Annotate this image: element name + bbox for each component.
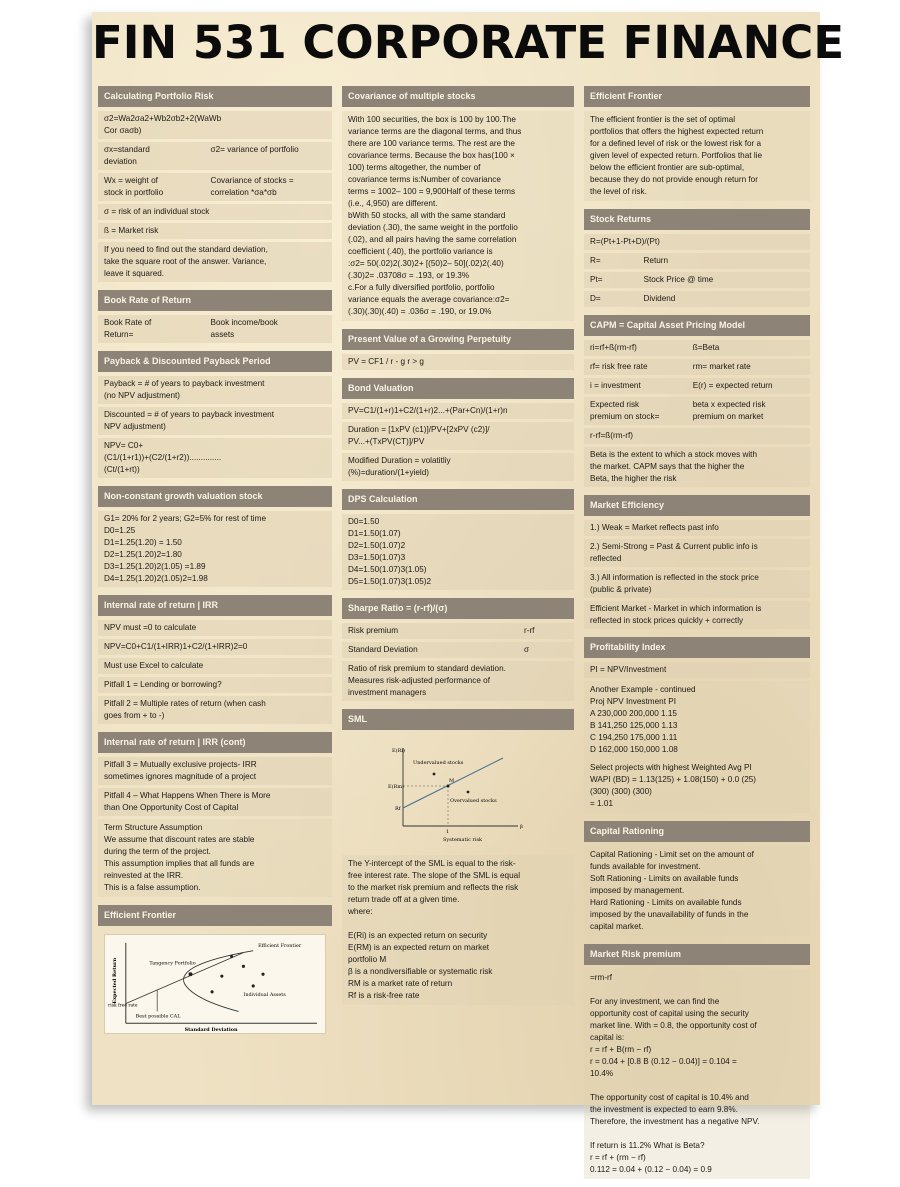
section-nonconstant-growth <box>98 486 332 587</box>
price-row <box>584 272 810 288</box>
pi-formula: PI = NPV/Investment <box>584 662 810 678</box>
market-point <box>447 785 450 788</box>
pi-example: Another Example - continued Proj NPV Investment PI A 230,000 200,000 1.15 B 141,250 125,000 1.13 C 194,250 175,000 1.11 D 162,000 150,000 1.08 <box>584 681 810 759</box>
column-left <box>98 86 332 1051</box>
capm-row-1 <box>584 340 810 356</box>
rf-label: Rf <box>395 806 401 812</box>
pv-formula: PV = CF1 / r - g r > g <box>342 354 574 370</box>
section-efficient-frontier-chart <box>98 905 332 1043</box>
x-axis-label: Standard Deviation <box>184 1027 238 1034</box>
frontier-body: The efficient frontier is the set of optimal portfolios that offers the highest expected return for a defined level of risk or the lowest risk for a given level of expected return. Portfolios that lie below the efficient frontier are sub-optimal, because they do not provide enough return for the level of risk. <box>584 111 810 201</box>
nonconstant-body: G1= 20% for 2 years; G2=5% for rest of time D0=1.25 D1=1.25(1.20) = 1.50 D2=1.25(1.20)2=1.80 D3=1.25(1.20)2(1.05) =1.89 D4=1.25(1.20)2(1.05)2=1.98 <box>98 511 332 587</box>
section-sml <box>342 709 574 1005</box>
dividend-row <box>584 291 810 307</box>
modified-duration-formula: Modified Duration = volatitliy (%)=duration/(1+yield) <box>342 453 574 481</box>
dps-body: D0=1.50 D1=1.50(1.07) D2=1.50(1.07)2 D3=1.50(1.07)3 D4=1.50(1.07)3(1.05) D5=1.50(1.07)3(1.05)2 <box>342 514 574 590</box>
irr-cont-row-1: Pitfall 3 = Mutually exclusive projects- IRR sometimes ignores magnitude of a project <box>98 757 332 785</box>
capm-formula: ri=rf+ß(rm-rf) <box>590 343 637 352</box>
return-row <box>584 253 810 269</box>
undervalued-label: Undervalued stocks <box>413 760 464 766</box>
erm-label: E(Rm) <box>388 784 405 790</box>
y-axis-label: Expected Return <box>112 957 119 1004</box>
section-header: Market Risk premium <box>584 944 810 965</box>
section-header: Capital Rationing <box>584 821 810 842</box>
rf-def: rf= risk free rate <box>590 362 648 371</box>
section-header: SML <box>342 709 574 730</box>
tangency-label: Tangency Portfolio <box>149 960 196 967</box>
capm-row-4 <box>584 397 810 425</box>
section-book-rate <box>98 290 332 343</box>
asset-point <box>261 973 264 976</box>
portfolio-risk-formula: σ2=Wa2σa2+Wb2σb2+2(WaWb Cor σaσb) <box>98 111 332 139</box>
wapi-text: Select projects with highest Weighted Avg PI WAPI (BD) = 1.13(125) + 1.08(150) + 0.0 (25) (300) (300) (300) = 1.01 <box>584 759 810 813</box>
page-title: FIN 531 CORPORATE FINANCE <box>92 16 845 69</box>
section-efficient-frontier-text <box>584 86 810 201</box>
section-header: Sharpe Ratio = (r-rf)/(σ) <box>342 598 574 619</box>
payback-text: Payback = # of years to payback investment (no NPV adjustment) <box>98 376 332 404</box>
section-header: Internal rate of return | IRR (cont) <box>98 732 332 753</box>
std-dev-value: σ <box>524 645 530 654</box>
best-cal-label: Best possible CAL <box>135 1013 181 1020</box>
poster <box>92 12 845 1174</box>
section-portfolio-risk <box>98 86 332 282</box>
weight-definition-row <box>98 173 332 201</box>
risk-premium-label: Risk premium <box>348 626 399 635</box>
efficient-frontier-label: Efficient Frontier <box>258 942 302 949</box>
one-label: 1 <box>446 829 450 835</box>
std-dev-note: If you need to find out the standard deviation, take the square root of the answer. Variance, leave it squared. <box>98 242 332 282</box>
irr-row-5: Pitfall 2 = Multiple rates of return (when cash goes from + to -) <box>98 696 332 724</box>
eri-label: E(Ri) <box>392 748 405 754</box>
section-sharpe <box>342 598 574 701</box>
efficient-market-def: Efficient Market - Market in which information is reflected in stock prices quickly + correctly <box>584 601 810 629</box>
x-axis-label: Systematic risk <box>443 837 483 843</box>
individual-assets-label: Individual Assets <box>243 991 286 998</box>
m-label: M <box>449 778 455 784</box>
asset-point <box>242 965 245 968</box>
tangency-point <box>189 972 193 976</box>
weak-form: 1.) Weak = Market reflects past info <box>584 520 810 536</box>
discounted-text: Discounted = # of years to payback investment NPV adjustment) <box>98 407 332 435</box>
section-market-efficiency <box>584 495 810 629</box>
section-header: Calculating Portfolio Risk <box>98 86 332 107</box>
r-meaning: Return <box>643 256 669 265</box>
duration-formula: Duration = [1xPV (c1)]/PV+[2xPV (c2)]/ PV...+(TxPV(CT)]/PV <box>342 422 574 450</box>
undervalued-point <box>433 773 436 776</box>
section-header: Efficient Frontier <box>584 86 810 107</box>
section-header: Internal rate of return | IRR <box>98 595 332 616</box>
sigma-definition-row <box>98 142 332 170</box>
rm-def: rm= market rate <box>692 362 751 371</box>
overvalued-label: Overvalued stocks <box>450 798 497 804</box>
market-risk-body: =rm-rf For any investment, we can find the opportunity cost of capital using the security market line. With = 0.8, the opportunity cost of capital is: r = rf + B(rm − rf) r = 0.04 + [0.8 B (0.12 − 0.04)] = 0.104 = 10.4% The opportunity cost of capital is 10.4% and the investment is expected to earn 9.8%. Therefore, the investment has a negative NPV. If return is 11.2% What is Beta? r = rf + (rm − rf) 0.112 = 0.04 + (0.12 − 0.04) = 0.9 <box>584 969 810 1179</box>
section-header: Present Value of a Growing Perpetuity <box>342 329 574 350</box>
std-dev-row <box>342 642 574 658</box>
section-header: Efficient Frontier <box>98 905 332 926</box>
risk-premium-row <box>342 623 574 639</box>
capm-formula-2: r-rf=ß(rm-rf) <box>584 428 810 444</box>
d-symbol: D= <box>590 294 601 303</box>
beta-times-premium: beta x expected risk premium on market <box>692 400 766 421</box>
bond-pv-formula: PV=C1/(1+r)1+C2/(1+r)2...+(Par+Cn)/(1+r)n <box>342 403 574 419</box>
section-header: Stock Returns <box>584 209 810 230</box>
d-meaning: Dividend <box>643 294 676 303</box>
column-right <box>584 86 810 1187</box>
asset-point <box>210 990 213 993</box>
er-def: E(r) = expected return <box>692 381 773 390</box>
asset-point <box>252 984 255 987</box>
sigma-text: σ = risk of an individual stock <box>98 204 332 220</box>
capm-row-2 <box>584 359 810 375</box>
sml-body: The Y-intercept of the SML is equal to the risk- free interest rate. The slope of the SML is equal to the market risk premium and reflects the risk return trade off at a given time. where: E(Ri) is an expected return on security E(RM) is an expected return on market portfolio M β is a nondiversifiable or systematic risk RM is a market rate of return Rf is a risk-free rate <box>342 855 574 1005</box>
beta-def: ß=Beta <box>692 343 720 352</box>
pt-symbol: Pt= <box>590 275 603 284</box>
term-structure-text: Term Structure Assumption We assume that discount rates are stable during the term of the project. This assumption implies that all funds are reinvested at the IRR. This is a false assumption. <box>98 819 332 897</box>
sml-diagram <box>348 738 568 846</box>
section-stock-returns <box>584 209 810 307</box>
beta-text: ß = Market risk <box>98 223 332 239</box>
book-rate-label: Book Rate of Return= <box>104 318 152 339</box>
asset-point <box>230 955 233 958</box>
variance-text: σ2= variance of portfolio <box>210 145 299 154</box>
asset-point <box>220 975 223 978</box>
section-payback <box>98 351 332 478</box>
r-symbol: R= <box>590 256 601 265</box>
section-header: Profitability Index <box>584 637 810 658</box>
irr-row-2: NPV=C0+C1/(1+IRR)1+C2/(1+IRR)2=0 <box>98 639 332 655</box>
risk-premium-value: r-rf <box>524 626 535 635</box>
section-capital-rationing <box>584 821 810 936</box>
section-header: Bond Valuation <box>342 378 574 399</box>
section-irr-cont <box>98 732 332 897</box>
npv-formula: NPV= C0+ (C1/(1+r1))+(C2/(1+r2)).............. (Ct/(1+rt)) <box>98 438 332 478</box>
covariance-text: Covariance of stocks = correlation *σa*σb <box>210 176 294 197</box>
stock-return-formula: R=(Pt+1-Pt+D)/(Pt) <box>584 234 810 250</box>
semi-strong-form: 2.) Semi-Strong = Past & Current public info is reflected <box>584 539 810 567</box>
weight-text: Wx = weight of stock in portfolio <box>104 176 164 197</box>
beta-description: Beta is the extent to which a stock moves with the market. CAPM says that the higher the Beta, the higher the risk <box>584 447 810 487</box>
section-header: Payback & Discounted Payback Period <box>98 351 332 372</box>
book-rate-value: Book income/book assets <box>210 318 278 339</box>
section-bond-valuation <box>342 378 574 481</box>
section-covariance <box>342 86 574 321</box>
section-profitability-index <box>584 637 810 813</box>
capm-row-3 <box>584 378 810 394</box>
risk-free-label: risk free rate <box>108 1003 138 1009</box>
section-dps <box>342 489 574 590</box>
section-header: Non-constant growth valuation stock <box>98 486 332 507</box>
beta-label: β <box>520 824 523 830</box>
efficient-frontier-diagram <box>104 934 326 1034</box>
std-dev-label: Standard Deviation <box>348 645 418 654</box>
section-header: CAPM = Capital Asset Pricing Model <box>584 315 810 336</box>
section-pv-growing-perpetuity <box>342 329 574 370</box>
section-header: Market Efficiency <box>584 495 810 516</box>
i-def: i = investment <box>590 381 641 390</box>
irr-cont-row-2: Pitfall 4 – What Happens When There is More than One Opportunity Cost of Capital <box>98 788 332 816</box>
section-market-risk-premium <box>584 944 810 1179</box>
section-header: Covariance of multiple stocks <box>342 86 574 107</box>
irr-row-1: NPV must =0 to calculate <box>98 620 332 636</box>
overvalued-point <box>467 791 470 794</box>
section-irr <box>98 595 332 724</box>
column-middle <box>342 86 574 1013</box>
capital-rationing-body: Capital Rationing - Limit set on the amount of funds available for investment. Soft Rationing - Limits on available funds imposed by management. Hard Rationing - Limits on available funds imposed by the unavailability of funds in the capital market. <box>584 846 810 936</box>
sigma-x-text: σx=standard deviation <box>104 145 150 166</box>
section-header: Book Rate of Return <box>98 290 332 311</box>
irr-row-4: Pitfall 1 = Lending or borrowing? <box>98 677 332 693</box>
strong-form: 3.) All information is reflected in the stock price (public & private) <box>584 570 810 598</box>
book-rate-row <box>98 315 332 343</box>
covariance-body: With 100 securities, the box is 100 by 100.The variance terms are the diagonal terms, and thus there are 100 variance terms. The rest are the covariance terms. Because the box has(100 × 100) terms altogether, the number of covariance terms is:Number of covariance terms = 1002– 100 = 9,900Half of these terms (i.e., 4,950) are different. bWith 50 stocks, all with the same standard deviation (.30), the same weight in the portfolio (.02), and all pairs having the same correlation coefficient (.40), the portfolio variance is :σ2= 50(.02)2(.30)2+ [(50)2– 50](.02)2(.40) (.30)2= .03708σ = .193, or 19.3% c.For a fully diversified portfolio, portfolio variance equals the average covariance:σ2= (.30)(.30)(.40) = .036σ = .190, or 19.0% <box>342 111 574 321</box>
expected-risk-premium: Expected risk premium on stock= <box>590 400 660 421</box>
sharpe-description: Ratio of risk premium to standard deviation. Measures risk-adjusted performance of investment managers <box>342 661 574 701</box>
section-capm <box>584 315 810 487</box>
section-header: DPS Calculation <box>342 489 574 510</box>
irr-row-3: Must use Excel to calculate <box>98 658 332 674</box>
pt-meaning: Stock Price @ time <box>643 275 714 284</box>
